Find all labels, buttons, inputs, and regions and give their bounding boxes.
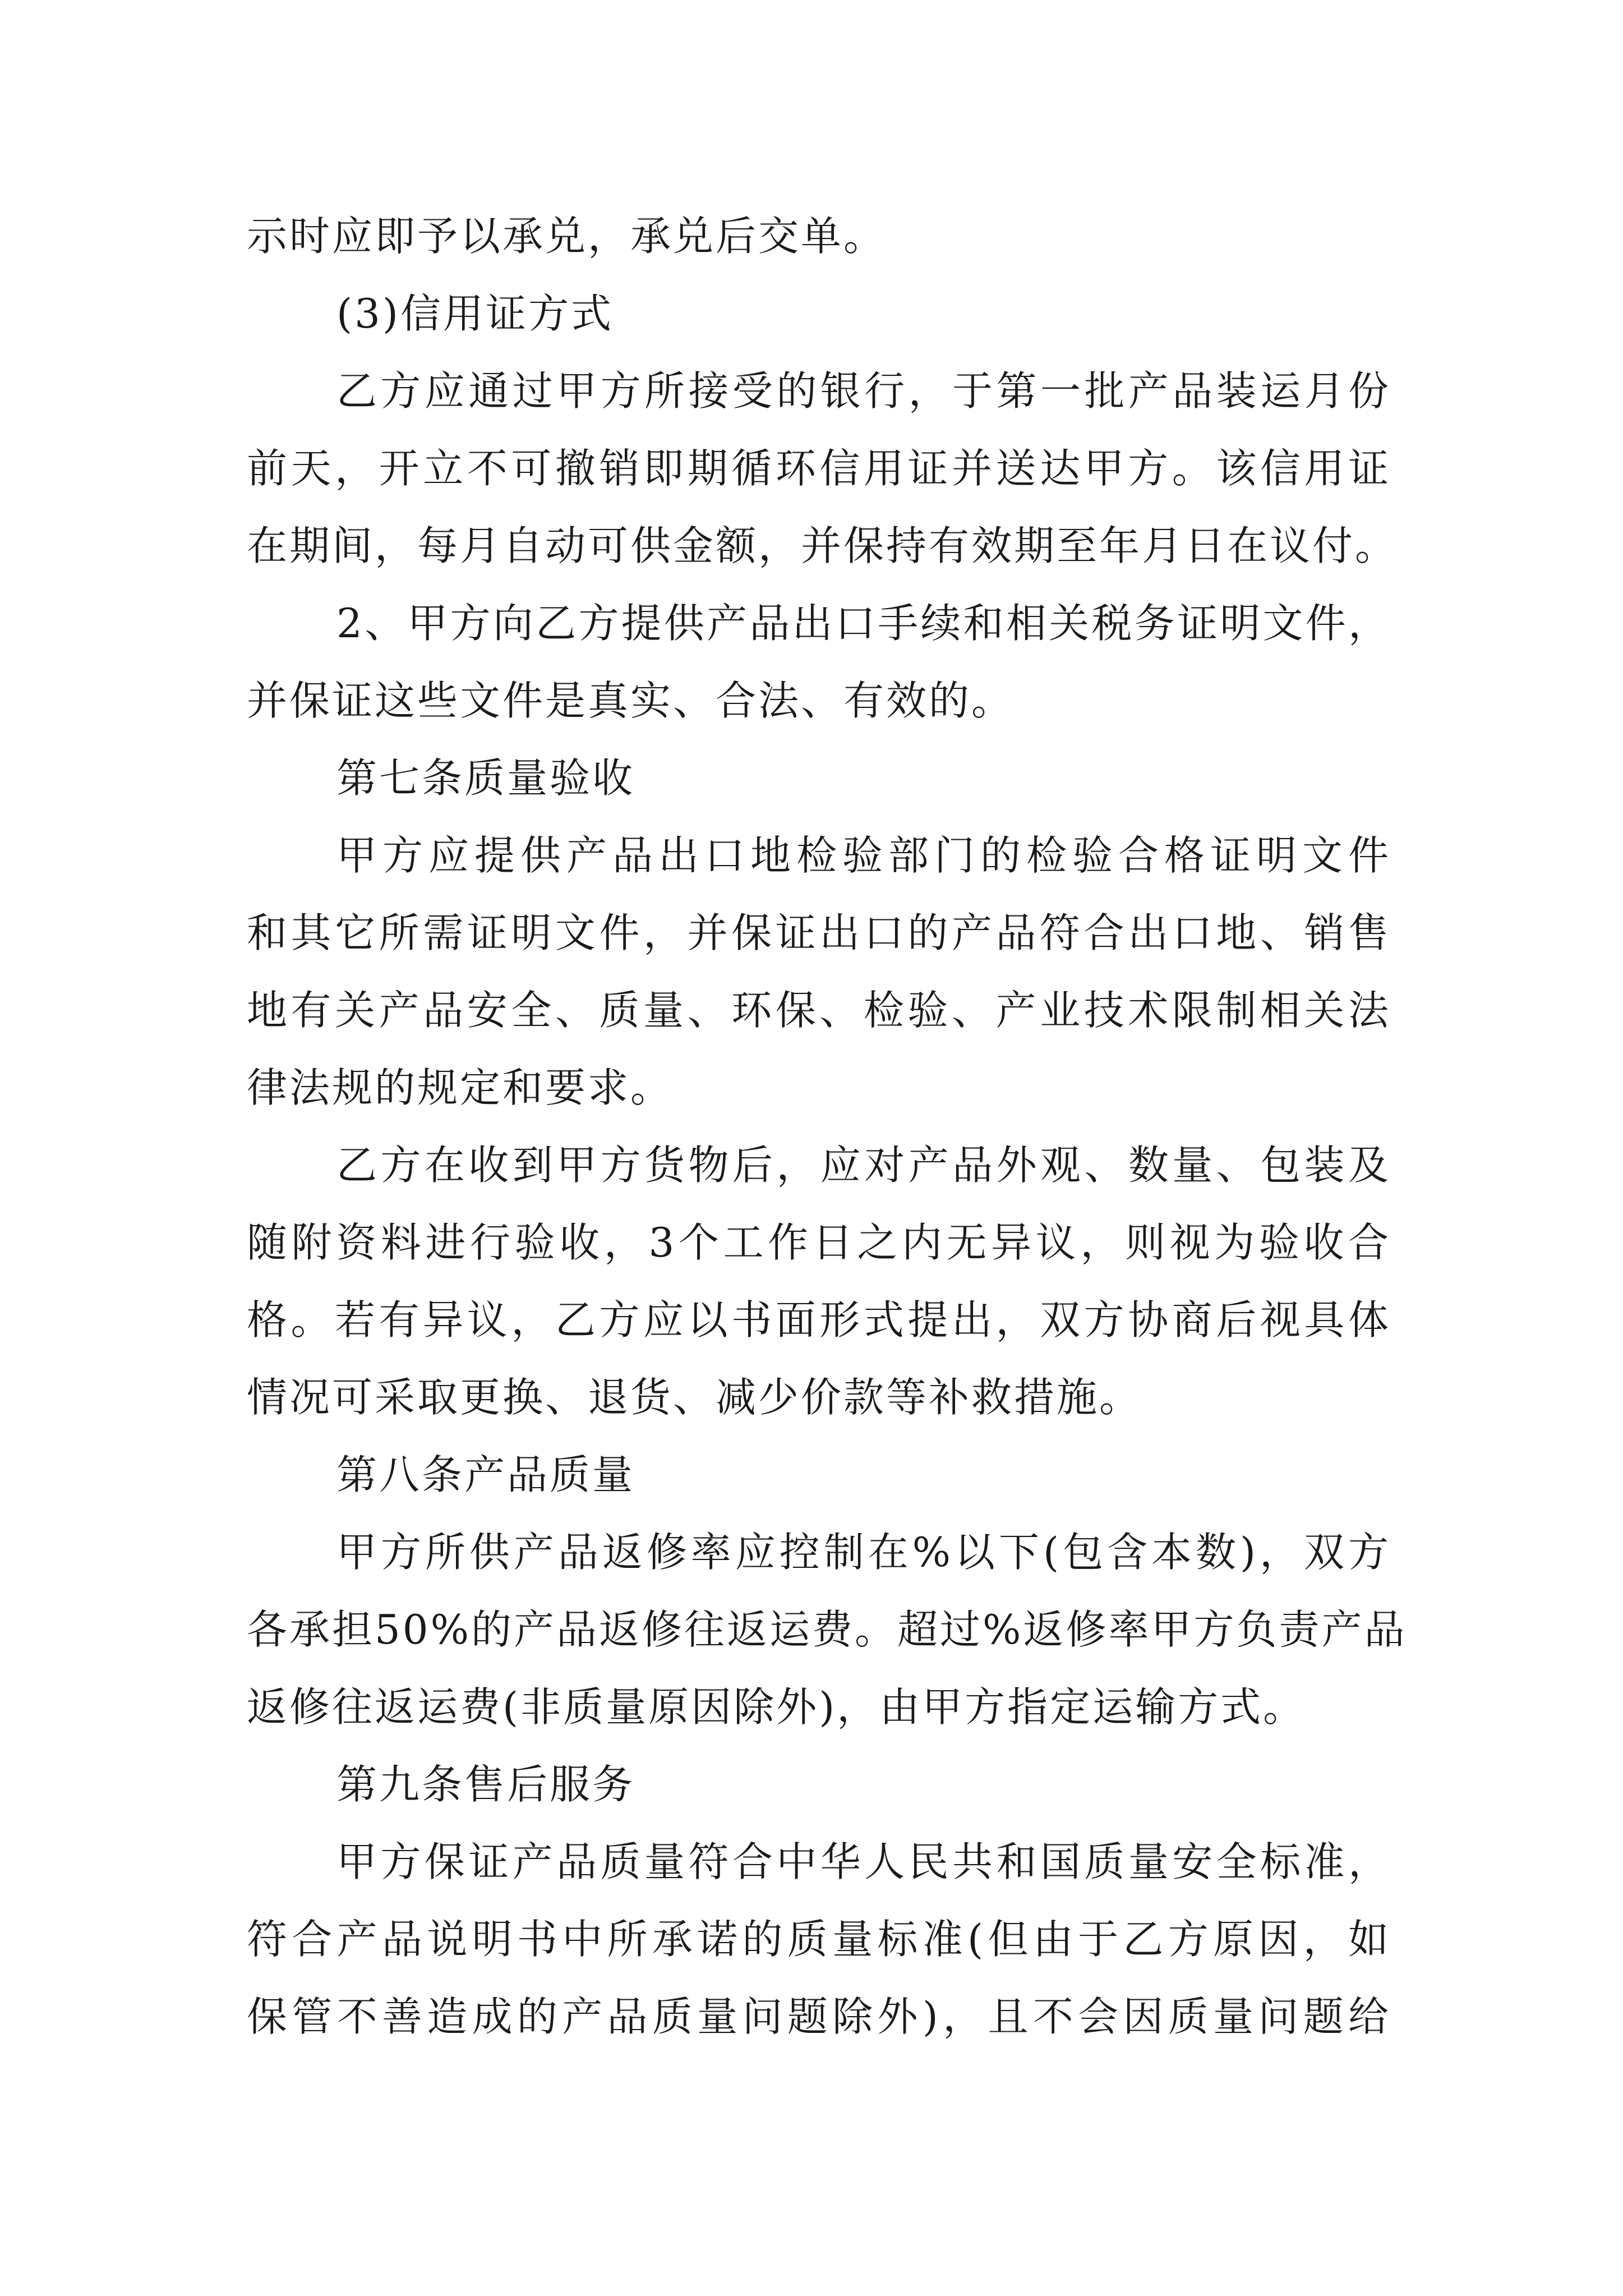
- text-line: 保管不善造成的产品质量问题除外)，且不会因质量问题给: [247, 1993, 1391, 2040]
- text-line: 符合产品说明书中所承诺的质量标准(但由于乙方原因，如: [247, 1916, 1391, 1963]
- text-line: 各承担50%的产品返修往返运费。超过%返修率甲方负责产品: [247, 1606, 1407, 1653]
- text-line: 并保证这些文件是真实、合法、有效的。: [247, 677, 1015, 724]
- text-line: 律法规的规定和要求。: [247, 1064, 674, 1111]
- text-line: 格。若有异议，乙方应以书面形式提出，双方协商后视具体: [247, 1296, 1391, 1343]
- text-line: 2、甲方向乙方提供产品出口手续和相关税务证明文件，: [336, 600, 1391, 647]
- section-heading: 第九条售后服务: [336, 1761, 635, 1808]
- text-line: 示时应即予以承兑，承兑后交单。: [247, 213, 887, 260]
- text-line: (3)信用证方式: [336, 290, 614, 337]
- text-line: 前天，开立不可撤销即期循环信用证并送达甲方。该信用证: [247, 445, 1391, 492]
- text-line: 甲方所供产品返修率应控制在%以下(包含本数)，双方: [336, 1529, 1391, 1576]
- text-line: 乙方应通过甲方所接受的银行，于第一批产品装运月份: [336, 367, 1391, 415]
- section-heading: 第八条产品质量: [336, 1451, 635, 1498]
- text-line: 乙方在收到甲方货物后，应对产品外观、数量、包装及: [336, 1142, 1391, 1189]
- section-heading: 第七条质量验收: [336, 754, 635, 802]
- text-line: 地有关产品安全、质量、环保、检验、产业技术限制相关法: [247, 987, 1391, 1034]
- text-line: 在期间，每月自动可供金额，并保持有效期至年月日在议付。: [247, 522, 1398, 569]
- text-line: 甲方应提供产品出口地检验部门的检验合格证明文件: [336, 832, 1391, 879]
- text-line: 甲方保证产品质量符合中华人民共和国质量安全标准，: [336, 1838, 1391, 1885]
- text-line: 情况可采取更换、退货、减少价款等补救措施。: [247, 1374, 1142, 1421]
- text-line: 随附资料进行验收，3个工作日之内无异议，则视为验收合: [247, 1219, 1391, 1266]
- text-line: 和其它所需证明文件，并保证出口的产品符合出口地、销售: [247, 909, 1391, 956]
- text-line: 返修往返运费(非质量原因除外)，由甲方指定运输方式。: [247, 1683, 1306, 1731]
